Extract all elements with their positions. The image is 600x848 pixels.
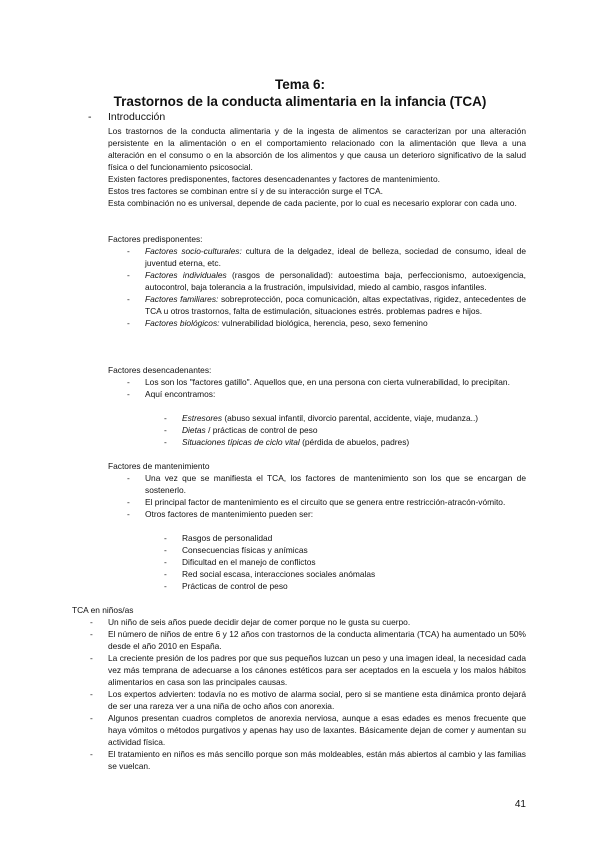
title-line-2: Trastornos de la conducta alimentaria en la infancia (TCA) (113, 94, 487, 109)
intro-heading-text: Introducción (108, 111, 166, 123)
list-item: - La creciente presión de los padres por que sus pequeños luzcan un peso y una imagen ideal, la necesidad cada vez más temprana de adecuarse a los cánones estéticos para ser aceptados en la escuela y los malos hábitos alimentarios en casa son las principales causas. (90, 653, 526, 687)
list-item: - Los son los "factores gatillo". Aquellos que, en una persona con cierta vulnerabilidad, lo precipitan. (127, 377, 510, 387)
intro-body (108, 125, 526, 209)
mantenimiento-list (127, 472, 526, 520)
predisponentes-list (127, 245, 526, 329)
list-item: - Factores individuales (rasgos de personalidad): autoestima baja, perfeccionismo, autoexigencia, autocontrol, baja tolerancia a la frustración, impulsividad, miedo al cambio, rasgos infantiles. (127, 270, 526, 292)
list-item: - Factores biológicos: vulnerabilidad biológica, herencia, peso, sexo femenino (127, 318, 428, 328)
intro-paragraph-4: Esta combinación no es universal, depende de cada paciente, por lo cual es necesario explorar con cada uno. (108, 198, 517, 208)
list-item: - Dificultad en el manejo de conflictos (164, 557, 316, 567)
list-item: - Prácticas de control de peso (164, 581, 288, 591)
predisponentes-heading: Factores predisponentes: (108, 234, 203, 244)
intro-paragraph-3: Estos tres factores se combinan entre sí y de su interacción surge el TCA. (108, 186, 383, 196)
tca-ninos-heading: TCA en niños/as (72, 605, 134, 615)
tca-ninos-list (90, 616, 526, 772)
list-item: - Factores familiares: sobreprotección, poca comunicación, altas expectativas, rigidez, antecedentes de TCA u otros trastornos, falta de estimulación, situaciones estrés. problemas padres e hijos. (127, 294, 526, 316)
list-item: - Estresores (abuso sexual infantil, divorcio parental, accidente, viaje, mudanza..) (164, 413, 479, 423)
list-item: - Algunos presentan cuadros completos de anorexia nerviosa, aunque a esas edades es menos frecuente que haya vómitos o métodos purgativos y apenas hay uso de laxantes. Básicamente dejan de comer y aumentan su actividad física. (90, 713, 526, 747)
list-item: - El número de niños de entre 6 y 12 años con trastornos de la conducta alimentaria (TCA) ha aumentado un 50% desde el año 2010 en España. (90, 629, 526, 651)
list-item: - Situaciones típicas de ciclo vital (pérdida de abuelos, padres) (164, 437, 410, 447)
intro-paragraph-1: Los trastornos de la conducta alimentaria y de la ingesta de alimentos se caracterizan por una alteración persistente en la alimentación o en el comportamiento relacionado con la alimentación que lleva a una alteración en el consumo o en la absorción de los alimentos y que causa un deterioro significativo de la salud física o del funcionamiento psicosocial. (108, 126, 526, 172)
mantenimiento-heading: Factores de mantenimiento (108, 461, 210, 471)
desencadenantes-heading: Factores desencadenantes: (108, 365, 212, 375)
mantenimiento-sublist (164, 532, 526, 592)
list-item: - Consecuencias físicas y anímicas (164, 545, 308, 555)
desencadenantes-list (127, 376, 526, 400)
list-item: - Los expertos advierten: todavía no es motivo de alarma social, pero si se mantiene esta dinámica pronto dejará de ser una rareza ver a una niña de ocho años con anorexia. (90, 689, 526, 711)
list-item: - Factores socio-culturales: cultura de la delgadez, ideal de belleza, sociedad de consumo, ideal de juventud eterna, etc. (127, 246, 526, 268)
page-number: 41 (514, 799, 526, 810)
bullet-dash: - (88, 111, 92, 123)
list-item: - El tratamiento en niños es más sencillo porque son más moldeables, están más abiertos al cambio y las familias se vuelcan. (90, 749, 526, 771)
list-item: - Una vez que se manifiesta el TCA, los factores de mantenimiento son los que se encargan de sostenerlo. (127, 473, 526, 495)
list-item: - Rasgos de personalidad (164, 533, 273, 543)
title-line-1: Tema 6: (274, 77, 326, 92)
list-item: - Otros factores de mantenimiento pueden ser: (127, 509, 314, 519)
list-item: - El principal factor de mantenimiento es el circuito que se genera entre restricción-atracón-vómito. (127, 497, 506, 507)
list-item: - Dietas / prácticas de control de peso (164, 425, 318, 435)
desencadenantes-sublist (164, 412, 526, 448)
list-item: - Red social escasa, interacciones sociales anómalas (164, 569, 376, 579)
list-item: - Un niño de seis años puede decidir dejar de comer porque no le gusta su cuerpo. (90, 617, 411, 627)
list-item: - Aquí encontramos: (127, 389, 216, 399)
intro-paragraph-2: Existen factores predisponentes, factores desencadenantes y factores de mantenimiento. (108, 174, 440, 184)
